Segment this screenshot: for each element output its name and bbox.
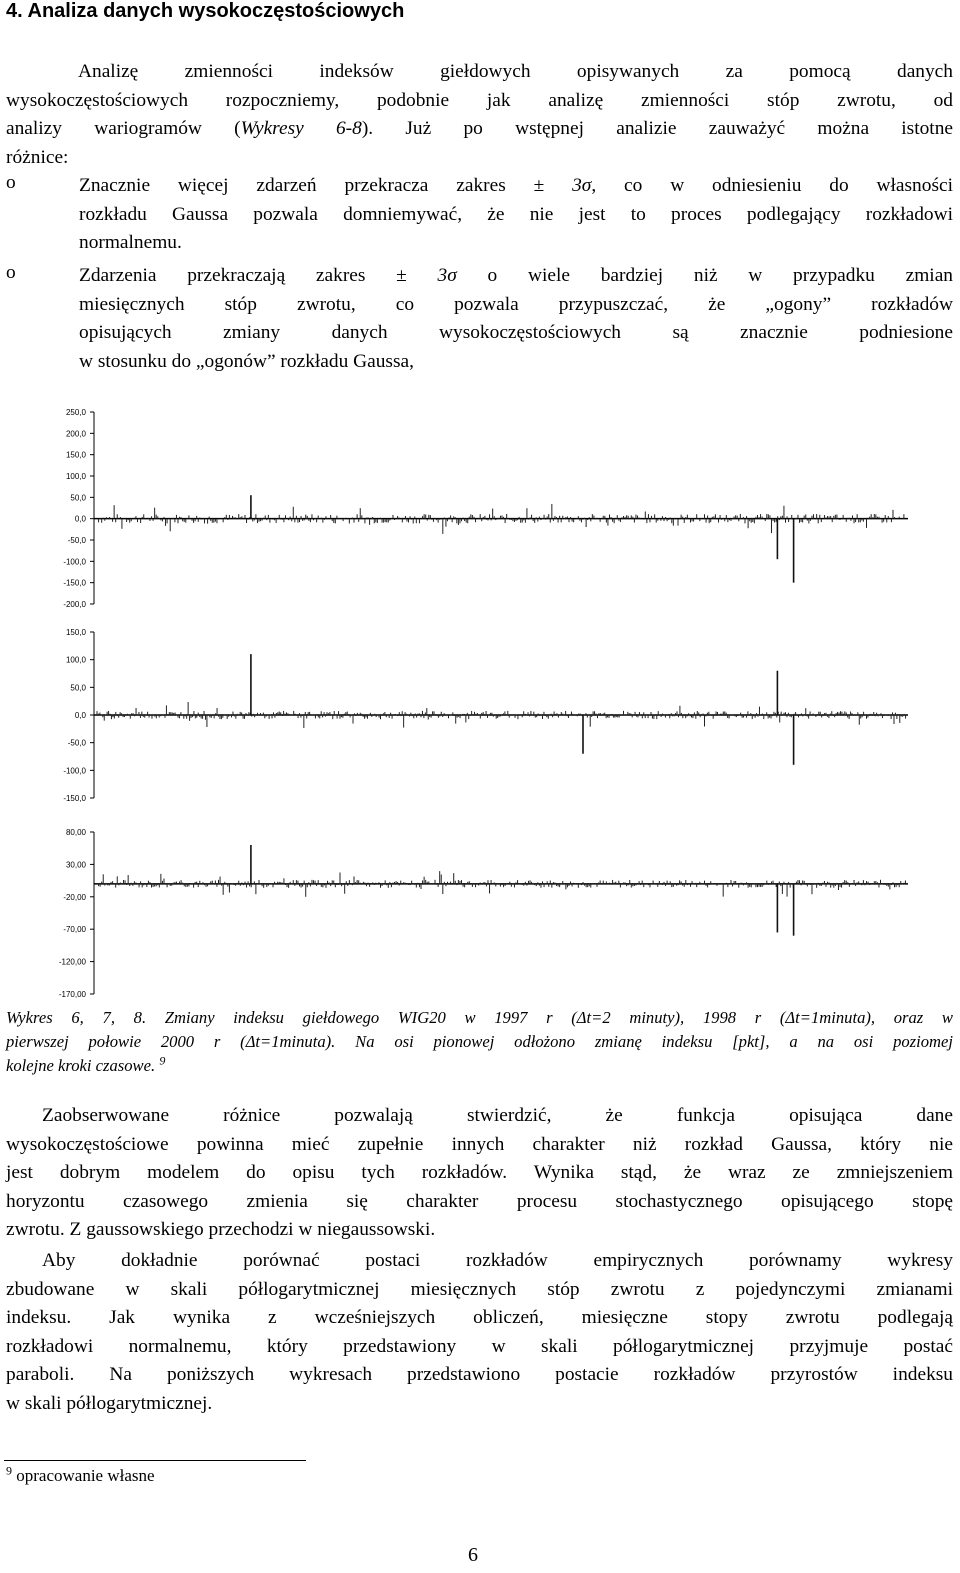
y-tick-label: 100,0 (65, 472, 86, 481)
bullet-2-line-3: opisujących zmiany danych wysokoczęstościowych są znacznie podniesione (79, 322, 953, 344)
intro-line-4: różnice: (6, 146, 69, 168)
bullet-2-line-2: miesięcznych stóp zwrotu, co pozwala przypuszczać, że „ogony” rozkładów (79, 293, 953, 315)
chart-wykres-7 (40, 626, 910, 804)
paragraph-3 (6, 1247, 953, 1419)
p3-line-5: paraboli. Na poniższych wykresach przedstawiono postacie rozkładów przyrostów indeksu (6, 1364, 953, 1386)
chart-8-svg (40, 818, 910, 1000)
paragraph-2 (6, 1102, 953, 1245)
y-tick-label: 150,0 (65, 628, 86, 637)
footnote-ref: 9 (159, 1053, 166, 1068)
y-tick-label: 0,0 (74, 514, 86, 524)
footnote-rule (4, 1460, 306, 1461)
intro-line-3: analizy wariogramów (Wykresy 6-8). Już po wstępnej analizie zauważyć można istotne (6, 118, 953, 140)
y-tick-label: -100,0 (63, 766, 86, 776)
y-tick-label: 150,0 (65, 450, 86, 460)
intro-line-1: Analizę zmienności indeksów giełdowych opisywanych za pomocą danych (78, 61, 953, 82)
bullet-1-line-1: Znacznie więcej zdarzeń przekracza zakres ± 3σ, co w odniesieniu do własności (79, 175, 953, 196)
y-tick-label: 50,0 (70, 493, 86, 503)
caption-line-2: pierwszej połowie 2000 r (Δt=1minuta). Na osi pionowej odłożono zmianę indeksu [pkt], a na osi poziomej (6, 1032, 953, 1051)
bullet-marker-2: o (6, 262, 16, 283)
y-tick-label: -100,0 (63, 557, 86, 567)
p3-line-3: indeksu. Jak wynika z wcześniejszych obliczeń, miesięczne stopy zwrotu podlegają (6, 1307, 953, 1329)
p3-line-6: w skali półlogarytmicznej. (6, 1392, 213, 1414)
p2-line-5: zwrotu. Z gaussowskiego przechodzi w niegaussowski. (6, 1219, 436, 1241)
chart-7-svg (40, 626, 910, 804)
caption-line-1: Wykres 6, 7, 8. Zmiany indeksu giełdowego WIG20 w 1997 r (Δt=2 minuty), 1998 r (Δt=1minuta), oraz w (6, 1008, 953, 1027)
caption-line-3: kolejne kroki czasowe. $^9$ (6, 1053, 166, 1075)
bullet-2-line-4: w stosunku do „ogonów” rozkładu Gaussa, (79, 350, 414, 372)
p3-line-4: rozkładowi normalnemu, który przedstawiony w skali półlogarytmicznej przyjmuje postać (6, 1335, 953, 1357)
y-tick-label: -20,00 (63, 892, 86, 902)
figure-caption (6, 1006, 953, 1078)
y-tick-label: 80,00 (65, 828, 86, 837)
page-number: 6 (468, 1544, 478, 1566)
section-heading: 4. Analiza danych wysokoczęstościowych (6, 0, 405, 22)
p2-line-2: wysokoczęstościowe powinna mieć zupełnie innych charakter niż rozkład Gaussa, który nie (6, 1133, 953, 1155)
p3-line-2: zbudowane w skali półlogarytmicznej miesięcznych stóp zwrotu z pojedynczymi zmianami (6, 1278, 953, 1300)
y-tick-label: -170,00 (58, 990, 86, 999)
footnote-text: opracowanie własne (16, 1466, 155, 1485)
y-tick-label: 50,0 (70, 683, 86, 693)
y-tick-label: -150,0 (63, 578, 86, 588)
p2-line-3: jest dobrym modelem do opisu tych rozkładów. Wynika stąd, że wraz ze zmniejszeniem (6, 1162, 953, 1184)
footnote-number: 9 (6, 1463, 12, 1478)
y-tick-label: -150,0 (63, 794, 86, 803)
y-tick-label: -70,00 (63, 925, 86, 935)
y-tick-label: -120,00 (58, 957, 86, 967)
p2-line-1: Zaobserwowane różnice pozwalają stwierdzić, że funkcja opisująca dane (42, 1105, 953, 1126)
bullet-marker-1: o (6, 172, 16, 193)
chart-wykres-8 (40, 818, 910, 1000)
y-tick-label: -50,0 (67, 536, 86, 545)
intro-paragraph (6, 58, 953, 172)
bullet-1-line-3: normalnemu. (79, 232, 182, 254)
y-tick-label: 200,0 (65, 429, 86, 439)
chart-6-svg (40, 402, 910, 610)
y-tick-label: 0,0 (74, 711, 86, 720)
chart-wykres-6 (40, 402, 910, 610)
p3-line-1: Aby dokładnie porównać postaci rozkładów empirycznych porównamy wykresy (42, 1250, 953, 1271)
footnote (6, 1463, 155, 1486)
bullet-item-1 (79, 172, 953, 258)
y-tick-label: 250,0 (65, 408, 86, 417)
bullet-2-line-1: Zdarzenia przekraczają zakres ± 3σ o wiele bardziej niż w przypadku zmian (79, 265, 953, 286)
intro-line-2: wysokoczęstościowych rozpoczniemy, podobnie jak analizę zmienności stóp zwrotu, od (6, 89, 953, 111)
p2-line-4: horyzontu czasowego zmienia się charakter procesu stochastycznego opisującego stopę (6, 1190, 953, 1212)
y-tick-label: -200,0 (63, 600, 86, 609)
y-tick-label: 30,00 (65, 860, 86, 870)
y-tick-label: 100,0 (65, 655, 86, 665)
bullet-item-2 (79, 262, 953, 376)
y-tick-label: -50,0 (67, 738, 86, 748)
bullet-1-line-2: rozkładu Gaussa pozwala domniemywać, że nie jest to proces podlegający rozkładowi (79, 203, 953, 225)
